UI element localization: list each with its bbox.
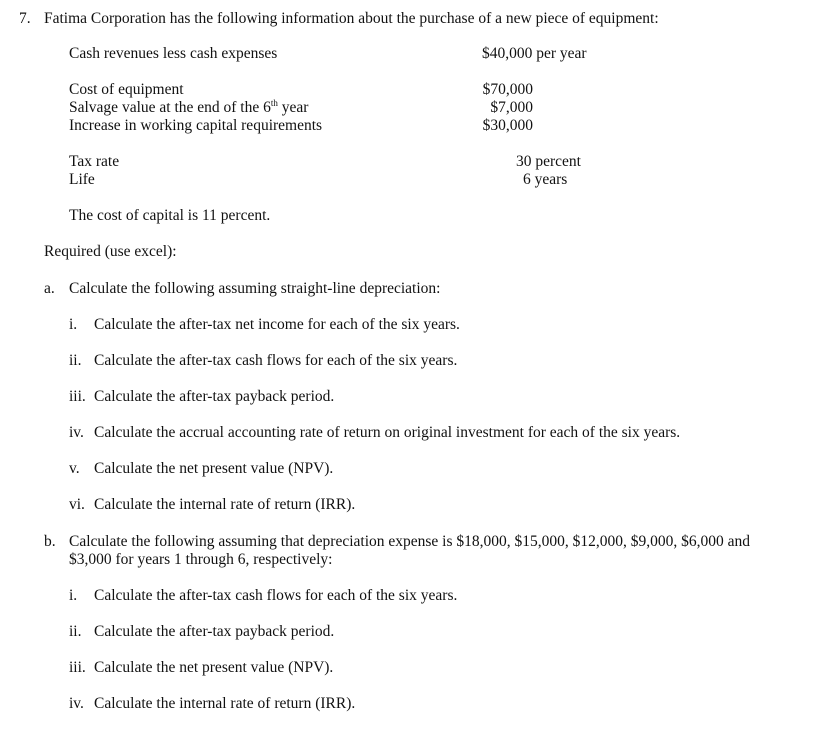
part-a-item-number: i. xyxy=(69,316,78,333)
part-a-item-text: Calculate the accrual accounting rate of return on original investment for each of the six years. xyxy=(94,424,681,441)
part-b-item-text: Calculate the net present value (NPV). xyxy=(94,659,334,676)
part-a-item-number: ii. xyxy=(69,352,82,369)
part-a-heading: Calculate the following assuming straight-line depreciation: xyxy=(69,280,441,297)
part-b-heading-line2: $3,000 for years 1 through 6, respectively: xyxy=(69,551,333,568)
fact-value-cost-equipment: $70,000 xyxy=(482,81,533,98)
fact-label-cost-equipment: Cost of equipment xyxy=(69,81,184,98)
fact-label-tax-rate: Tax rate xyxy=(69,153,120,170)
part-b-item-number: iii. xyxy=(69,659,86,676)
required-heading: Required (use excel): xyxy=(44,243,177,260)
fact-label-working-capital: Increase in working capital requirements xyxy=(69,117,323,134)
part-a-item-text: Calculate the after-tax payback period. xyxy=(94,388,335,405)
fact-label-cash-revenues: Cash revenues less cash expenses xyxy=(69,45,278,62)
part-b-item-number: ii. xyxy=(69,623,82,640)
part-b-item-text: Calculate the internal rate of return (IRR). xyxy=(94,695,356,712)
part-b-item-text: Calculate the after-tax payback period. xyxy=(94,623,335,640)
cost-of-capital: The cost of capital is 11 percent. xyxy=(69,207,271,224)
part-b-item-number: iv. xyxy=(69,695,84,712)
part-b-heading-line1: Calculate the following assuming that depreciation expense is $18,000, $15,000, $12,000, $9,000, $6,000 and xyxy=(69,533,751,550)
fact-label-salvage: Salvage value at the end of the 6th year xyxy=(69,98,309,116)
question-intro: Fatima Corporation has the following information about the purchase of a new piece of equipment: xyxy=(44,10,659,27)
part-a-item-text: Calculate the internal rate of return (IRR). xyxy=(94,496,356,513)
part-b-letter: b. xyxy=(44,533,56,550)
fact-value-salvage: $7,000 xyxy=(490,99,533,116)
part-b-item-text: Calculate the after-tax cash flows for each of the six years. xyxy=(94,587,458,604)
part-b-item-number: i. xyxy=(69,587,78,604)
part-a-item-text: Calculate the after-tax cash flows for each of the six years. xyxy=(94,352,458,369)
part-a-item-number: iv. xyxy=(69,424,84,441)
fact-value-tax-rate: 30 percent xyxy=(516,153,581,170)
ordinal-suffix: th xyxy=(270,98,278,108)
part-a-letter: a. xyxy=(44,280,55,297)
fact-value-cash-revenues: $40,000 per year xyxy=(482,45,587,62)
fact-label-life: Life xyxy=(69,171,95,188)
fact-value-working-capital: $30,000 xyxy=(482,117,533,134)
question-number: 7. xyxy=(19,10,31,27)
part-a-item-number: iii. xyxy=(69,388,86,405)
fact-value-life: 6 years xyxy=(523,171,568,188)
part-a-item-number: vi. xyxy=(69,496,85,513)
part-a-item-text: Calculate the net present value (NPV). xyxy=(94,460,334,477)
part-a-item-text: Calculate the after-tax net income for each of the six years. xyxy=(94,316,460,333)
part-a-item-number: v. xyxy=(69,460,80,477)
